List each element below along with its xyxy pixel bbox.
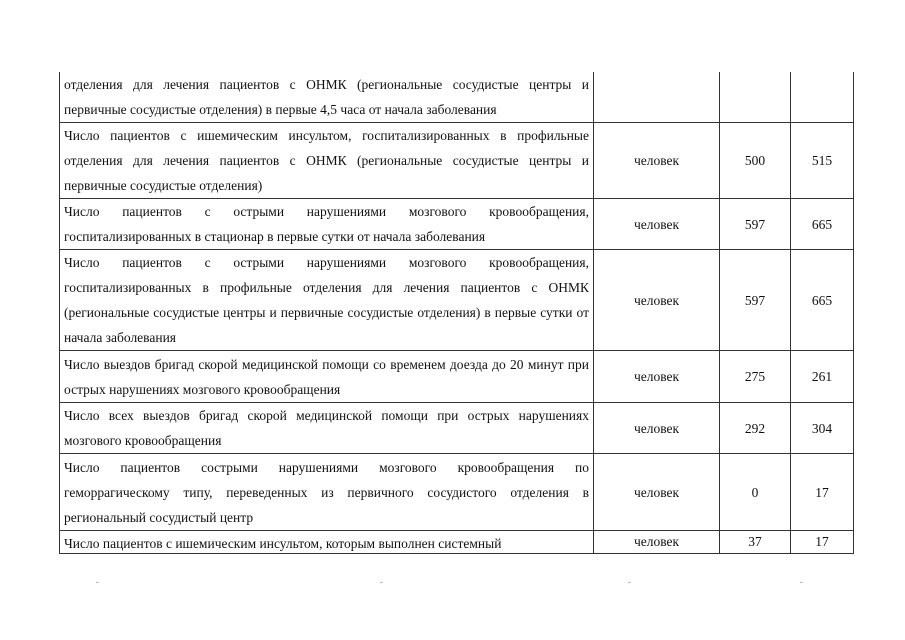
row-unit: человек bbox=[594, 199, 720, 250]
row-unit: человек bbox=[594, 454, 720, 531]
row-unit: человек bbox=[594, 531, 720, 554]
row-description: Число пациентов сострыми нарушениями мозгового кровообращения по геморрагическому типу, переведенных из первичного сосудистого отделения в региональный сосудистый центр bbox=[60, 454, 594, 531]
row-value-1: 37 bbox=[720, 531, 791, 554]
row-description: Число пациентов с острыми нарушениями мозгового кровообращения, госпитализированных в стационар в первые сутки от начала заболевания bbox=[60, 199, 594, 250]
row-description: Число пациентов с ишемическим инсультом, госпитализированных в профильные отделения для лечения пациентов с ОНМК (региональные сосудистые центры и первичные сосудистые отделения) bbox=[60, 123, 594, 199]
table-row bbox=[60, 123, 854, 199]
table-row bbox=[60, 72, 854, 123]
table-row bbox=[60, 454, 854, 531]
row-description: отделения для лечения пациентов с ОНМК (региональные сосудистые центры и первичные сосудистые отделения) в первые 4,5 часа от начала заболевания bbox=[60, 72, 594, 123]
row-value-2: 17 bbox=[791, 454, 854, 531]
row-unit: человек bbox=[594, 123, 720, 199]
row-value-2 bbox=[791, 72, 854, 123]
row-value-1: 597 bbox=[720, 199, 791, 250]
row-unit: человек bbox=[594, 250, 720, 351]
row-value-1: 292 bbox=[720, 403, 791, 454]
row-unit: человек bbox=[594, 403, 720, 454]
row-value-2: 17 bbox=[791, 531, 854, 554]
table-row bbox=[60, 351, 854, 403]
row-value-1 bbox=[720, 72, 791, 123]
row-value-2: 261 bbox=[791, 351, 854, 403]
row-description: Число всех выездов бригад скорой медицинской помощи при острых нарушениях мозгового кровообращения bbox=[60, 403, 594, 454]
row-value-1: 597 bbox=[720, 250, 791, 351]
scan-mark bbox=[380, 582, 383, 583]
row-description: Число пациентов с острыми нарушениями мозгового кровообращения, госпитализированных в профильные отделения для лечения пациентов с ОНМК (региональные сосудистые центры и первичные сосудистые отделения) в первые сутки от начала заболевания bbox=[60, 250, 594, 351]
row-description-text: Число пациентов с ишемическим инсультом, которым выполнен системный bbox=[64, 536, 502, 551]
table-row bbox=[60, 199, 854, 250]
statistics-table bbox=[59, 72, 854, 554]
row-value-2: 515 bbox=[791, 123, 854, 199]
row-description bbox=[60, 531, 594, 554]
row-value-2: 665 bbox=[791, 199, 854, 250]
row-value-1: 500 bbox=[720, 123, 791, 199]
row-value-2: 665 bbox=[791, 250, 854, 351]
scan-mark bbox=[800, 582, 803, 583]
row-value-1: 0 bbox=[720, 454, 791, 531]
row-value-2: 304 bbox=[791, 403, 854, 454]
row-unit: человек bbox=[594, 351, 720, 403]
table-row bbox=[60, 531, 854, 554]
row-value-1: 275 bbox=[720, 351, 791, 403]
scan-mark bbox=[96, 582, 99, 583]
table-row bbox=[60, 250, 854, 351]
table-row bbox=[60, 403, 854, 454]
scan-mark bbox=[628, 582, 631, 583]
row-unit bbox=[594, 72, 720, 123]
row-description: Число выездов бригад скорой медицинской помощи со временем доезда до 20 минут при острых нарушениях мозгового кровообращения bbox=[60, 351, 594, 403]
